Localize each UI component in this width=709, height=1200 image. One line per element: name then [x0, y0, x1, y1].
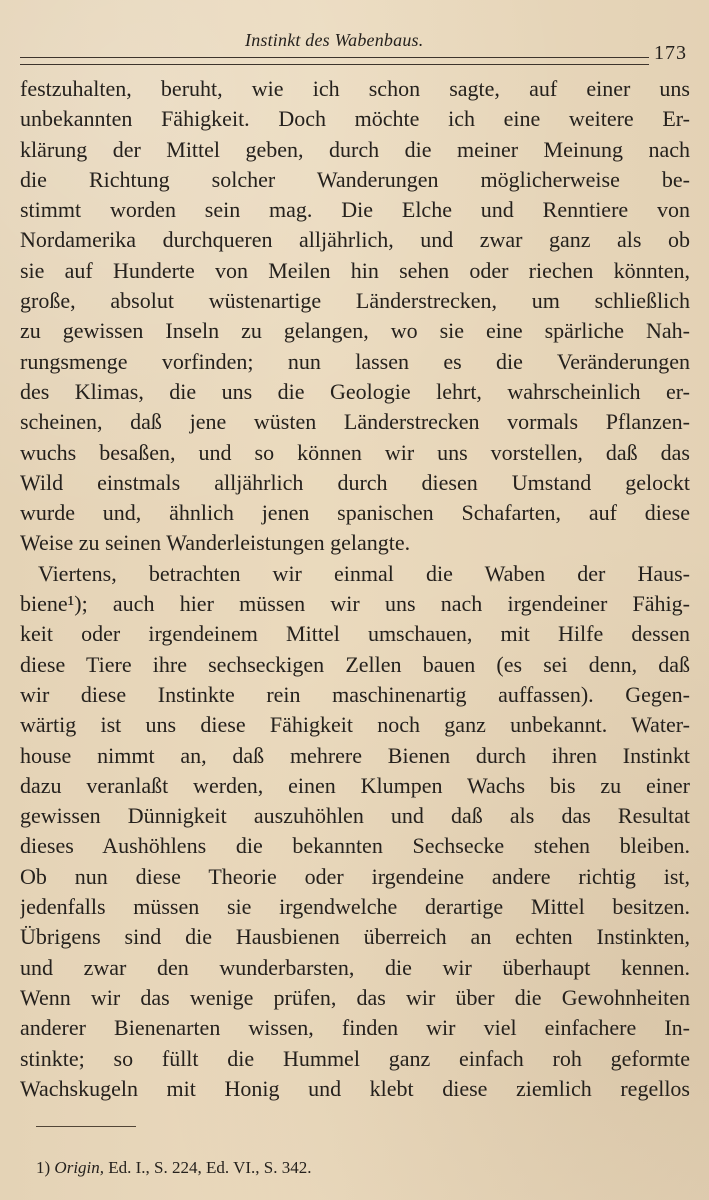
footnote	[36, 1158, 312, 1178]
text-line: anderer Bienenarten wissen, finden wir viel einfachere In-	[20, 1015, 690, 1041]
text-line: rungsmenge vorfinden; nun lassen es die Veränderungen	[20, 348, 690, 374]
text-line: wurde und, ähnlich jenen spanischen Schafarten, auf diese	[20, 500, 690, 526]
text-line: große, absolut wüstenartige Länderstrecken, um schließlich	[20, 288, 690, 314]
text-line: unbekannten Fähigkeit. Doch möchte ich eine weitere Er-	[20, 106, 690, 132]
footnote-source: Origin,	[54, 1158, 105, 1177]
text-line: house nimmt an, daß mehrere Bienen durch ihren Instinkt	[20, 742, 690, 768]
text-line: Nordamerika durchqueren alljährlich, und zwar ganz als ob	[20, 227, 690, 253]
text-line: festzuhalten, beruht, wie ich schon sagte, auf einer uns	[20, 76, 690, 101]
text-line: wuchs besaßen, und so können wir uns vorstellen, daß das	[20, 439, 690, 465]
header-rule-top	[20, 57, 649, 58]
text-line: jedenfalls müssen sie irgendwelche derartige Mittel besitzen.	[20, 894, 690, 920]
text-line: stinkte; so füllt die Hummel ganz einfach roh geformte	[20, 1045, 690, 1071]
text-line: wärtig ist uns diese Fähigkeit noch ganz unbekannt. Water-	[20, 712, 690, 738]
body-text	[20, 74, 690, 1104]
text-line: die Richtung solcher Wanderungen möglicherweise be-	[20, 166, 690, 192]
footnote-marker: 1)	[36, 1158, 51, 1177]
running-head-title: Instinkt des Wabenbaus.	[245, 30, 424, 50]
text-line: Übrigens sind die Hausbienen überreich an echten Instinkten,	[20, 924, 690, 950]
text-line: keit oder irgendeinem Mittel umschauen, mit Hilfe dessen	[20, 621, 690, 647]
text-line: wir diese Instinkte rein maschinenartig auffassen). Gegen-	[20, 681, 690, 707]
page-number: 173	[654, 42, 687, 64]
text-line: Wenn wir das wenige prüfen, das wir über die Gewohnheiten	[20, 984, 690, 1010]
text-line: klärung der Mittel geben, durch die meiner Meinung nach	[20, 136, 690, 162]
paragraph-start-line: Viertens, betrachten wir einmal die Waben der Haus-	[38, 560, 690, 586]
text-line: dieses Aushöhlens die bekannten Sechsecke stehen bleiben.	[20, 833, 690, 859]
text-line: gewissen Dünnigkeit auszuhöhlen und daß als das Resultat	[20, 803, 690, 829]
text-line: scheinen, daß jene wüsten Länderstrecken vormals Pflanzen-	[20, 409, 690, 435]
footnote-citation: Ed. I., S. 224, Ed. VI., S. 342.	[108, 1158, 312, 1177]
text-line: diese Tiere ihre sechseckigen Zellen bauen (es sei denn, daß	[20, 651, 690, 677]
footnote-rule	[36, 1126, 136, 1127]
text-line: Wachskugeln mit Honig und klebt diese ziemlich regellos	[20, 1075, 690, 1101]
text-line: dazu veranlaßt werden, einen Klumpen Wachs bis zu einer	[20, 772, 690, 798]
text-line: des Klimas, die uns die Geologie lehrt, wahrscheinlich er-	[20, 378, 690, 404]
text-line: biene¹); auch hier müssen wir uns nach irgendeiner Fähig-	[20, 591, 690, 617]
text-line: sie auf Hunderte von Meilen hin sehen oder riechen könnten,	[20, 257, 690, 283]
header-rule-bottom	[20, 64, 649, 65]
text-line: Wild einstmals alljährlich durch diesen Umstand gelockt	[20, 469, 690, 495]
text-line: stimmt worden sein mag. Die Elche und Renntiere von	[20, 197, 690, 223]
text-line: Ob nun diese Theorie oder irgendeine andere richtig ist,	[20, 863, 690, 889]
paragraph-end-line: Weise zu seinen Wanderleistungen gelangte.	[20, 530, 411, 556]
text-line: und zwar den wunderbarsten, die wir überhaupt kennen.	[20, 954, 690, 980]
text-line: zu gewissen Inseln zu gelangen, wo sie eine spärliche Nah-	[20, 318, 690, 344]
